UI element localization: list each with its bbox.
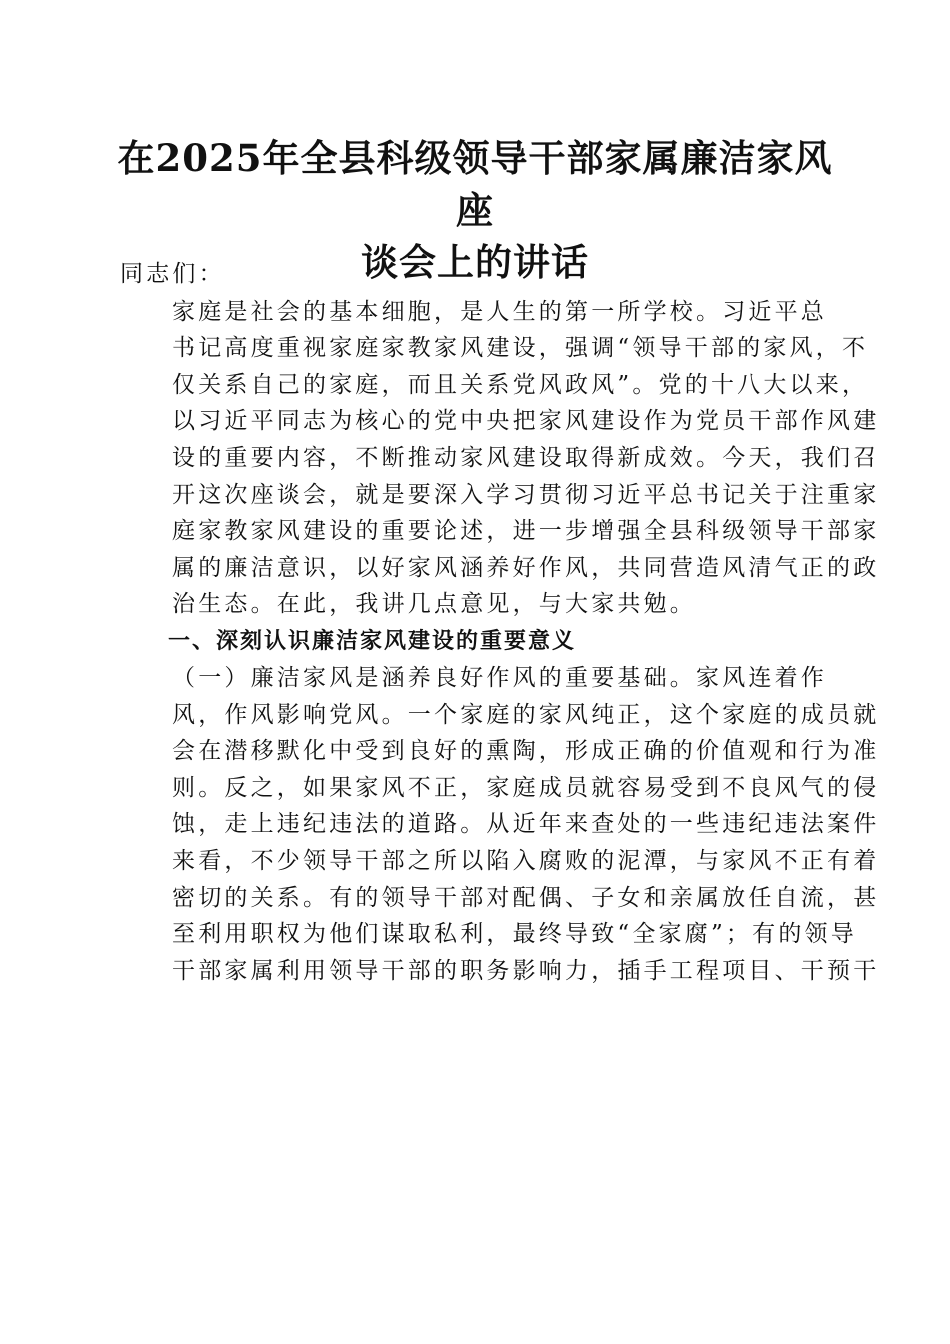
text-line: 来看，不少领导干部之所以陷入腐败的泥潭，与家风不正有着 (172, 848, 880, 874)
text-line: 以习近平同志为核心的党中央把家风建设作为党员干部作风建 (172, 408, 880, 435)
text-line: 属的廉洁意识，以好家风涵养好作风，共同营造风清气正的政 (172, 554, 880, 581)
text-line: 家庭是社会的基本细胞，是人生的第一所学校。习近平总 (172, 298, 827, 325)
text-line: 风，作风影响党风。一个家庭的家风纯正，这个家庭的成员就 (172, 701, 880, 728)
title-line-2: 谈会上的讲话 (361, 240, 589, 284)
paragraph-section-1-1 (120, 660, 880, 989)
text-line: 开这次座谈会，就是要深入学习贯彻习近平总书记关于注重家 (172, 481, 880, 508)
text-line: 书记高度重视家庭家教家风建设，强调“领导干部的家风，不 (172, 335, 869, 362)
text-line: 会在潜移默化中受到良好的熏陶，形成正确的价值观和行为准 (172, 738, 880, 765)
text-line: （一）廉洁家风是涵养良好作风的重要基础。家风连着作 (172, 665, 827, 692)
text-line: 设的重要内容，不断推动家风建设取得新成效。今天，我们召 (172, 445, 880, 472)
document-body (120, 255, 880, 989)
text-line: 干部家属利用领导干部的职务影响力，插手工程项目、干预干 (172, 957, 880, 984)
text-line: 至利用职权为他们谋取私利，最终导致“全家腐”；有的领导 (172, 921, 857, 948)
text-line: 仅关系自己的家庭，而且关系党风政风”。党的十八大以来， (172, 371, 869, 398)
section-heading-1: 一、深刻认识廉洁家风建设的重要意义 (168, 629, 577, 655)
text-line: 庭家教家风建设的重要论述，进一步增强全县科级领导干部家 (172, 518, 880, 545)
text-line: 治生态。在此，我讲几点意见，与大家共勉。 (172, 591, 696, 618)
paragraph-intro (120, 294, 880, 623)
title-line-1: 在2025年全县科级领导干部家属廉洁家风座 (117, 136, 833, 232)
text-line: 密切的关系。有的领导干部对配偶、子女和亲属放任自流，甚 (172, 884, 880, 911)
salutation: 同志们： (120, 261, 225, 287)
text-line: 则。反之，如果家风不正，家庭成员就容易受到不良风气的侵 (172, 774, 880, 801)
text-line: 蚀，走上违纪违法的道路。从近年来查处的一些违纪违法案件 (172, 811, 880, 838)
